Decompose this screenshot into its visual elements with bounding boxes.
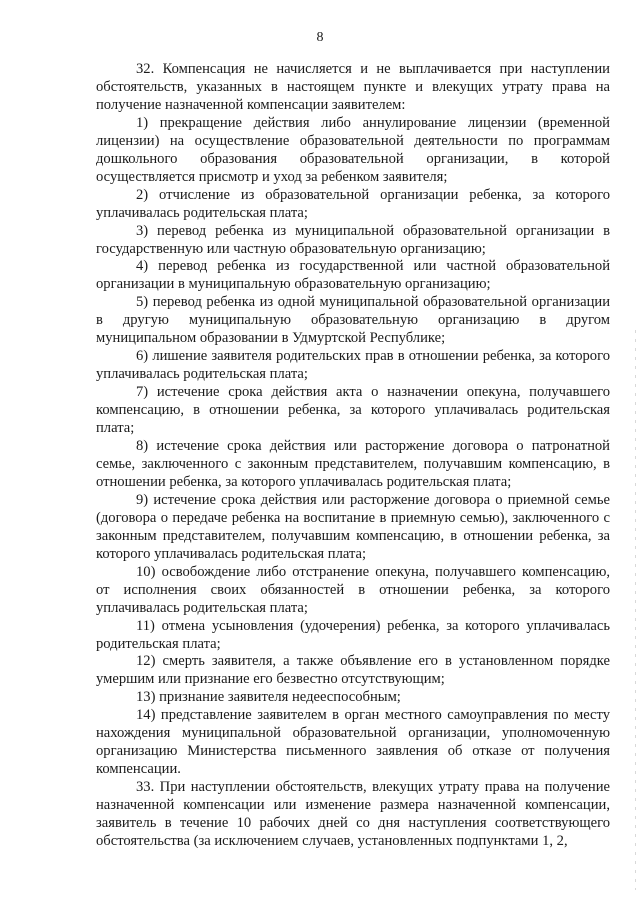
list-item-8: 8) истечение срока действия или расторжение договора о патронатной семье, заключенного с законным представителем, получавшим компенсацию, в отношении ребенка, за которого уплачивалась родительская плата; [96,438,610,490]
list-item-6: 6) лишение заявителя родительских прав в отношении ребенка, за которого уплачивалась родительская плата; [96,348,610,383]
list-item-7: 7) истечение срока действия акта о назначении опекуна, получавшего компенсацию, в отношении ребенка, за которого уплачивалась родительская плата; [96,384,610,437]
list-item-1: 1) прекращение действия либо аннулирование лицензии (временной лицензии) на осуществление образовательной деятельности по программам дошкольного образования образовательной организации, в которой осуществляется присмотр и уход за ребенком заявителя; [96,114,610,185]
list-item-9: 9) истечение срока действия или расторжение договора о приемной семье (договора о передаче ребенка на воспитание в приемную семью), заключенного с законным представителем, получавшим компенсацию, в отношении ребенка, за которого уплачивалась родительская плата; [96,491,610,562]
list-item-11: 11) отмена усыновления (удочерения) ребенка, за которого уплачивалась родительская плата; [96,617,610,652]
paragraph-33: 33. При наступлении обстоятельств, влекущих утрату права на получение назначенной компенсации или изменение размера назначенной компенсации, заявитель в течение 10 рабочих дней со дня наступления соответствующего обстоятельства (за исключением случаев, установленных подпунктами 1, 2, [96,779,610,849]
list-item-13: 13) признание заявителя недееспособным; [136,689,401,706]
list-item-4: 4) перевод ребенка из государственной или частной образовательной организации в муниципальную образовательную организацию; [96,258,610,293]
page-number: 8 [316,30,324,45]
list-item-5: 5) перевод ребенка из одной муниципальной образовательной организации в другую муниципальную образовательную организацию в другом муниципальном образовании в Удмуртской Республике; [96,294,610,347]
document-body [96,61,610,851]
scan-edge-artifact [635,330,636,890]
list-item-12: 12) смерть заявителя, а также объявление его в установленном порядке умершим или признание его безвестно отсутствующим; [96,653,610,688]
list-item-14: 14) представление заявителем в орган местного самоуправления по месту нахождения муниципальной образовательной организации, уполномоченную организацию Министерства письменного заявления об отказе от получения компенсации. [96,707,610,778]
list-item-2: 2) отчисление из образовательной организации ребенка, за которого уплачивалась родительская плата; [96,186,610,221]
paragraph-32: 32. Компенсация не начисляется и не выплачивается при наступлении обстоятельств, указанных в настоящем пункте и влекущих утрату права на получение назначенной компенсации заявителем: [96,61,610,113]
list-item-10: 10) освобождение либо отстранение опекуна, получавшего компенсацию, от исполнения своих обязанностей в отношении ребенка, за которого уплачивалась родительская плата; [96,563,610,616]
list-item-3: 3) перевод ребенка из муниципальной образовательной организации в государственную или частную образовательную организацию; [96,222,610,257]
